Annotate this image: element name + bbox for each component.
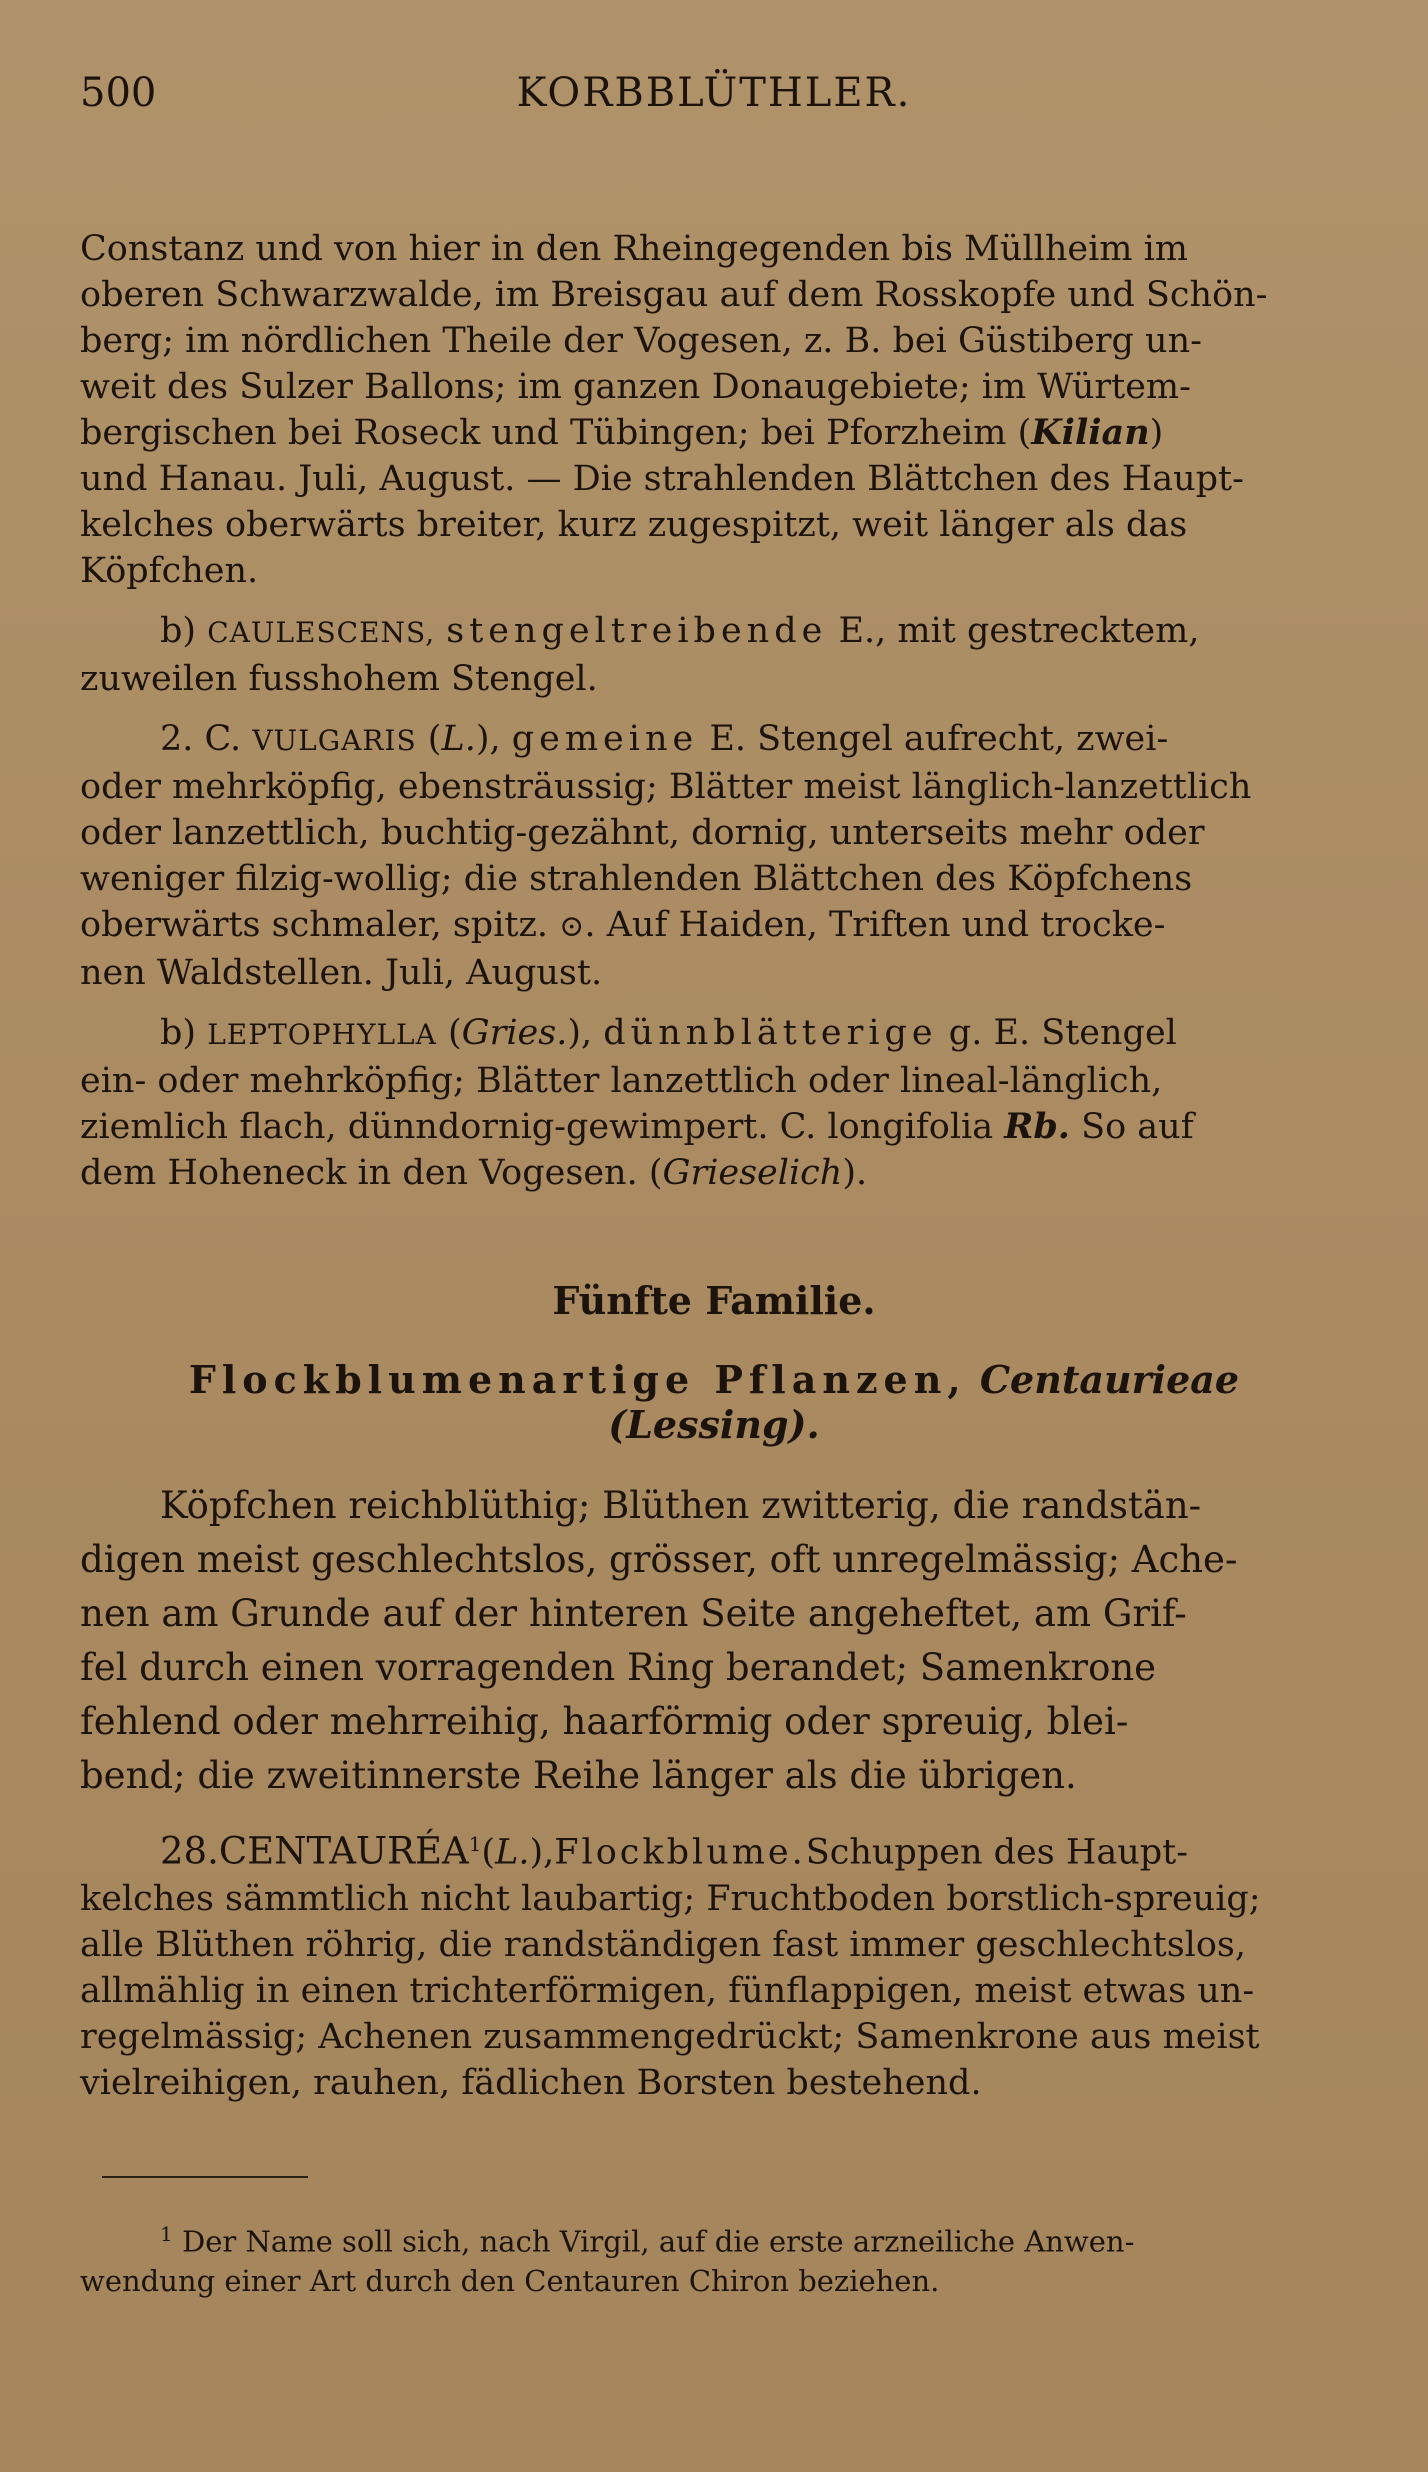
text-fragment: g. E. Stengel	[948, 1013, 1177, 1053]
text-fragment: (	[427, 719, 442, 759]
text-line: allmählig in einen trichterförmigen, fünflappigen, meist etwas un-	[80, 1970, 1255, 2011]
running-title: KORBBLÜTHLER.	[516, 70, 912, 116]
species-name: VULGARIS	[252, 724, 417, 757]
text-fragment: (	[448, 1013, 462, 1053]
common-name: gemeine	[511, 719, 699, 759]
text-line	[80, 1821, 1348, 1876]
text-fragment: . Auf Haiden, Triften und trocke-	[584, 905, 1166, 945]
text-line: Köpfchen reichblüthig; Blüthen zwitterig, die randstän-	[160, 1484, 1202, 1527]
common-name: stengeltreibende	[446, 611, 828, 651]
variety-name: CAULESCENS,	[207, 616, 436, 649]
variety-caulescens	[80, 608, 1348, 702]
text-line: weit des Sulzer Ballons; im ganzen Donaugebiete; im Würtem-	[80, 367, 1191, 407]
footnote	[80, 2214, 1348, 2302]
text-line	[80, 2214, 1348, 2262]
family-heading: Fünfte Familie.	[552, 1278, 876, 1323]
text-line: Constanz und von hier in den Rheingegenden bis Müllheim im	[80, 229, 1188, 269]
text-line: regelmässig; Achenen zusammengedrückt; Samenkrone aus meist	[80, 2016, 1260, 2057]
text-line: bend; die zweitinnerste Reihe länger als die übrigen.	[80, 1754, 1077, 1797]
text-fragment: ),	[567, 1013, 593, 1053]
text-fragment: So auf	[1081, 1107, 1194, 1147]
text-line	[80, 410, 1348, 456]
family-latin-name: Centaurieae (Lessing).	[608, 1357, 1240, 1447]
genus-name: 28.CENTAURÉA	[160, 1829, 469, 1873]
variety-leptophylla	[80, 1010, 1348, 1196]
text-line: und Hanau. Juli, August. — Die strahlenden Blättchen des Haupt-	[80, 459, 1244, 499]
authority: L.	[441, 719, 476, 759]
text-line: digen meist geschlechtslos, grösser, oft unregelmässig; Ache-	[80, 1538, 1238, 1581]
text-fragment: bergischen bei Roseck und Tübingen; bei Pforzheim (	[80, 413, 1032, 453]
text-line	[80, 1150, 1348, 1196]
species-number: 2. C.	[160, 719, 242, 759]
family-name	[80, 1357, 1348, 1447]
variety-label: b)	[160, 611, 197, 651]
text-line: fel durch einen vorragenden Ring berandet; Samenkrone	[80, 1646, 1157, 1689]
text-line: oder lanzettlich, buchtig-gezähnt, dornig, unterseits mehr oder	[80, 813, 1205, 853]
text-line: wendung einer Art durch den Centauren Chiron beziehen.	[80, 2264, 940, 2299]
footnote-divider	[102, 2176, 308, 2178]
main-text	[80, 226, 1348, 2301]
author-citation: Rb.	[1004, 1106, 1070, 1147]
text-line: nen Waldstellen. Juli, August.	[80, 953, 603, 993]
text-fragment: ).	[842, 1153, 868, 1193]
text-fragment: ),	[529, 1832, 555, 1873]
text-line: nen am Grunde auf der hinteren Seite angeheftet, am Grif-	[80, 1592, 1187, 1635]
continuation-paragraph	[80, 226, 1348, 594]
species-vulgaris	[80, 716, 1348, 996]
text-line: Köpfchen.	[80, 551, 259, 591]
text-line: kelches sämmtlich nicht laubartig; Fruchtboden borstlich-spreuig;	[80, 1878, 1261, 1919]
text-line	[80, 608, 1348, 656]
text-line: fehlend oder mehrreihig, haarförmig oder spreuig, blei-	[80, 1700, 1129, 1743]
text-line: kelches oberwärts breiter, kurz zugespitzt, weit länger als das	[80, 505, 1188, 545]
text-line	[80, 1104, 1348, 1150]
text-line: oberen Schwarzwalde, im Breisgau auf dem Rosskopfe und Schön-	[80, 275, 1268, 315]
text-fragment: E. Stengel aufrecht, zwei-	[709, 719, 1169, 759]
text-fragment: E., mit gestrecktem,	[838, 611, 1200, 651]
text-fragment: oberwärts schmaler, spitz.	[80, 905, 549, 945]
annual-plant-symbol-icon: ⊙	[559, 909, 585, 944]
text-fragment: (	[481, 1832, 496, 1873]
common-name: Flockblume.	[554, 1832, 806, 1873]
variety-name: LEPTOPHYLLA	[207, 1018, 437, 1051]
text-fragment: Schuppen des Haupt-	[805, 1832, 1189, 1873]
text-line: ein- oder mehrköpfig; Blätter lanzettlich oder lineal-länglich,	[80, 1061, 1163, 1101]
text-fragment: ziemlich flach, dünndornig-gewimpert. C. longifolia	[80, 1107, 994, 1147]
page-header	[80, 70, 1348, 130]
authority: L.	[495, 1832, 530, 1873]
footnote-mark: 1	[160, 2221, 173, 2246]
text-line: zuweilen fusshohem Stengel.	[80, 659, 598, 699]
text-fragment: )	[1149, 413, 1164, 453]
text-fragment: dem Hoheneck in den Vogesen. (	[80, 1153, 663, 1193]
family-description	[80, 1479, 1348, 1803]
text-line: berg; im nördlichen Theile der Vogesen, z. B. bei Güstiberg un-	[80, 321, 1202, 361]
author-citation: Grieselich	[662, 1153, 843, 1193]
text-line: weniger filzig-wollig; die strahlenden Blättchen des Köpfchens	[80, 859, 1193, 899]
authority: Gries.	[461, 1013, 568, 1053]
common-name: dünnblätterige	[603, 1013, 938, 1053]
text-line	[80, 1010, 1348, 1058]
variety-label: b)	[160, 1013, 197, 1053]
family-common-name: Flockblumenartige Pflanzen,	[188, 1357, 967, 1402]
page-number: 500	[80, 70, 157, 116]
footnote-reference: 1	[468, 1832, 482, 1856]
text-line	[80, 716, 1348, 764]
genus-centaurea	[80, 1821, 1348, 2106]
author-citation: Kilian	[1031, 412, 1150, 453]
text-line	[80, 902, 1348, 950]
text-fragment: Der Name soll sich, nach Virgil, auf die erste arzneiliche Anwen-	[181, 2224, 1135, 2259]
text-line: alle Blüthen röhrig, die randständigen fast immer geschlechtslos,	[80, 1924, 1247, 1965]
text-fragment: ),	[475, 719, 501, 759]
text-line: oder mehrköpfig, ebensträussig; Blätter meist länglich-lanzettlich	[80, 767, 1252, 807]
text-line: vielreihigen, rauhen, fädlichen Borsten bestehend.	[80, 2062, 982, 2103]
